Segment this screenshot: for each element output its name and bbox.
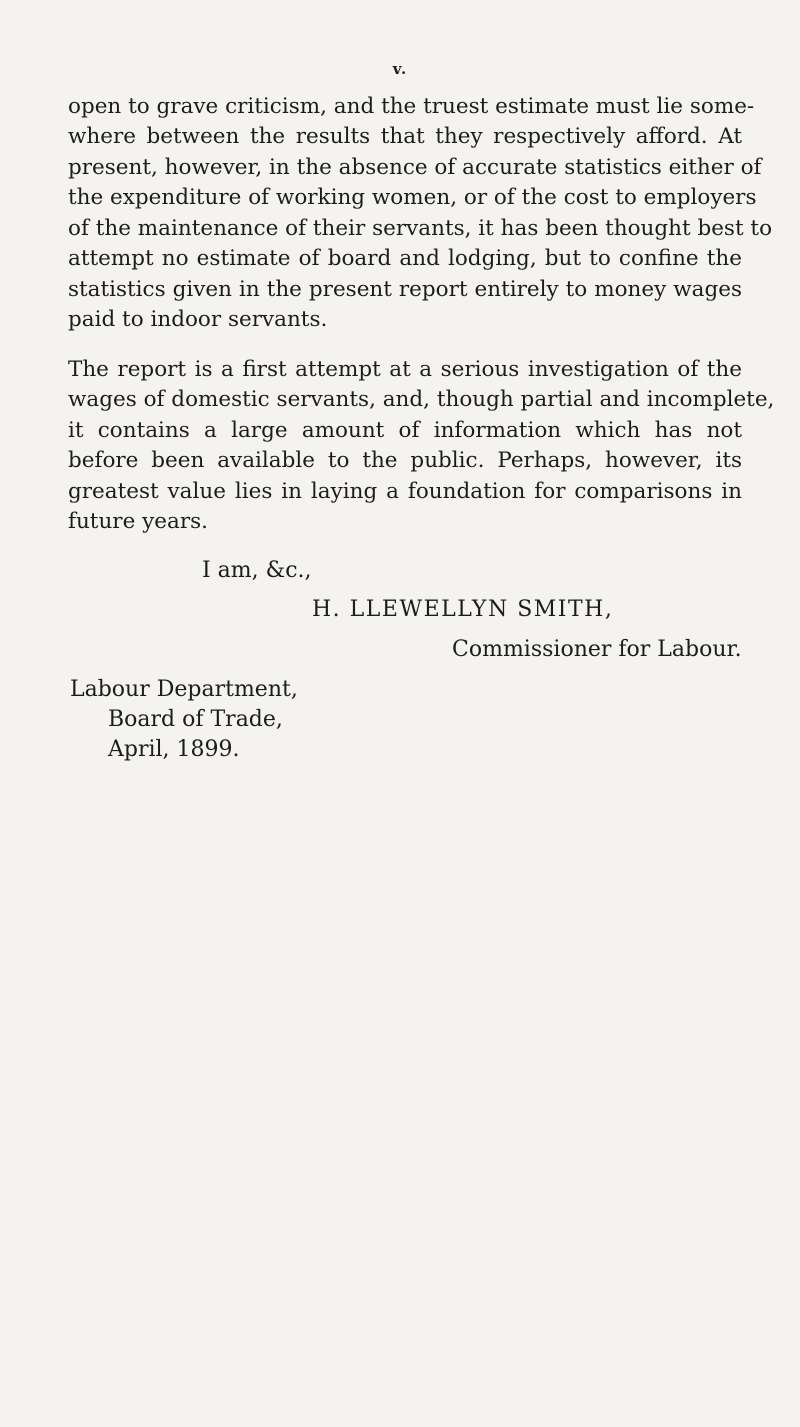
department-line: Labour Department, [70,677,298,702]
paragraph-line: of the maintenance of their servants, it has been thought best to [68,216,773,241]
paragraph-line: present, however, in the absence of accurate statistics either of [68,155,762,180]
signatory-name: H. LLEWELLYN SMITH, [312,597,614,622]
paragraph-line: statistics given in the present report entirely to money wages [68,277,742,302]
paragraph-line: open to grave criticism, and the truest estimate must lie some- [68,94,755,119]
paragraph-line: the expenditure of working women, or of the cost to employers [68,185,757,210]
salutation: I am, &c., [202,558,312,583]
paragraph-line: it contains a large amount of information which has not [68,418,742,443]
signatory-title: Commissioner for Labour. [452,637,742,662]
paragraph-line: paid to indoor servants. [68,307,328,332]
page-number: v. [392,60,408,78]
paragraph-line: before been available to the public. Perhaps, however, its [68,448,742,473]
paragraph-line: The report is a first attempt at a serious investigation of the [68,357,742,382]
paragraph-line: wages of domestic servants, and, though partial and incomplete, [68,387,775,412]
paragraph-line: where between the results that they respectively afford. At [68,124,742,149]
paragraph-line: greatest value lies in laying a foundation for comparisons in [68,479,742,504]
board-line: Board of Trade, [108,707,283,732]
date-line: April, 1899. [108,737,240,762]
paragraph-line: attempt no estimate of board and lodging, but to confine the [68,246,742,271]
paragraph-line: future years. [68,509,208,534]
